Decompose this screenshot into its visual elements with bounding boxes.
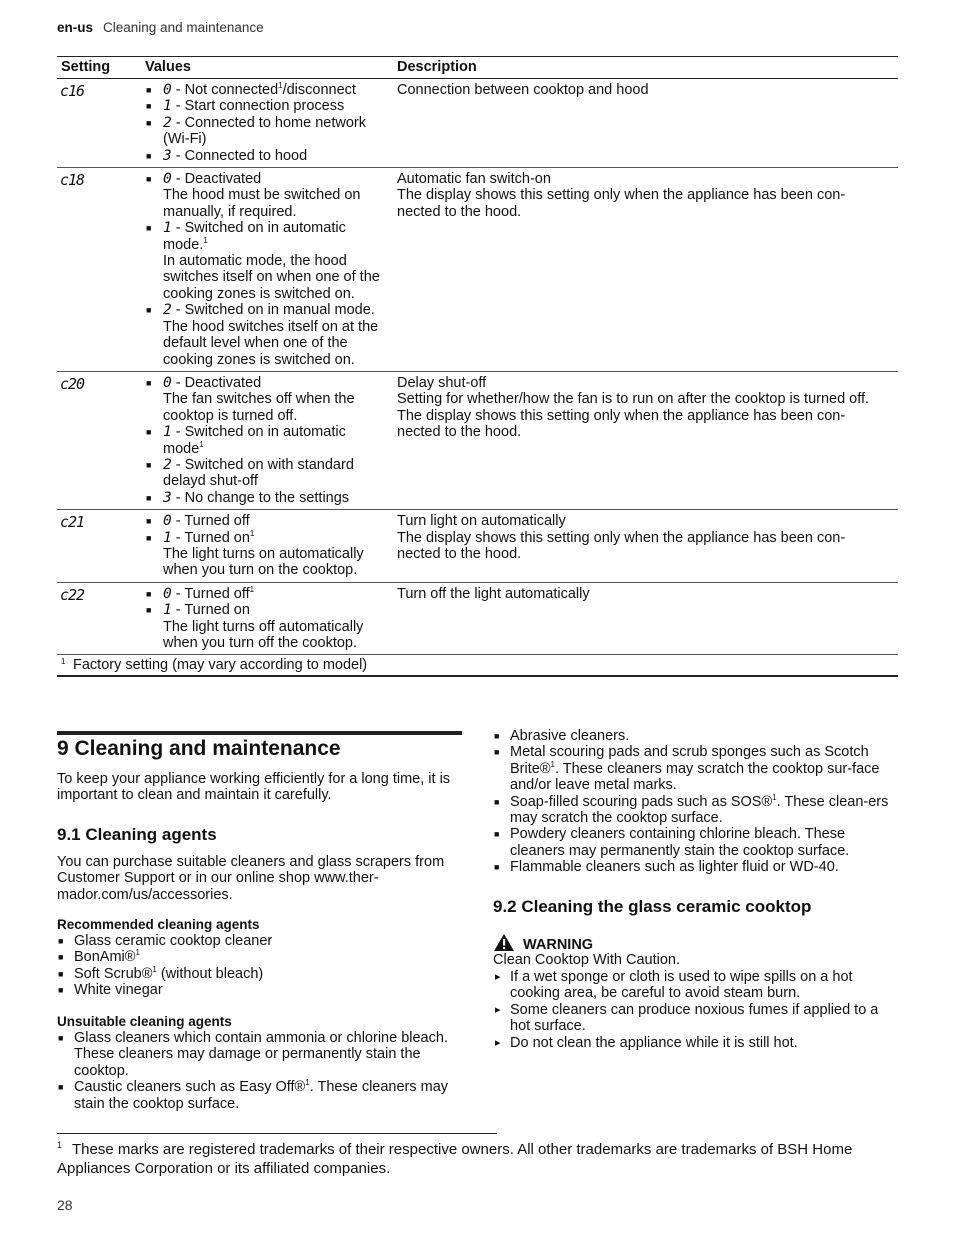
values-cell <box>145 583 381 655</box>
header-description: Description <box>397 59 477 75</box>
value-number: 2 <box>163 114 172 131</box>
value-item <box>145 513 381 529</box>
value-text: - Turned off <box>171 585 250 602</box>
language-code: en-us <box>57 20 94 35</box>
recommended-title: Recommended cleaning agents <box>57 917 260 932</box>
list-item <box>493 826 898 859</box>
description-cell <box>397 586 887 602</box>
table-header <box>57 56 898 79</box>
setting-code: c21 <box>60 513 85 532</box>
superscript: 1 <box>152 964 157 974</box>
heading-rule <box>57 731 462 735</box>
settings-table <box>57 56 898 677</box>
description-line: Delay shut-off <box>397 374 487 391</box>
description-line: Turn light on automatically <box>397 513 566 530</box>
value-text: - No change to the settings <box>171 489 350 506</box>
item-text-after: (without bleach) <box>156 965 264 982</box>
value-note: The fan switches off when the cooktop is turned off. <box>163 391 355 424</box>
item-text: BonAmi® <box>74 949 136 966</box>
warning-list <box>493 969 898 1051</box>
value-item <box>145 220 381 302</box>
recommended-list <box>57 933 457 999</box>
superscript: 1 <box>135 948 140 958</box>
setting-code: c18 <box>60 171 85 190</box>
warning-text: Clean Cooktop With Caution. <box>493 952 680 968</box>
item-text-after: . These clean-ers may scratch the cooktop surface. <box>510 793 889 827</box>
unsuitable-title: Unsuitable cleaning agents <box>57 1014 232 1029</box>
table-body <box>57 79 898 655</box>
value-item <box>145 82 381 98</box>
list-item <box>57 966 457 982</box>
value-text: - Deactivated <box>171 374 262 391</box>
superscript: 1 <box>278 81 283 91</box>
list-item <box>493 728 898 744</box>
value-item <box>145 490 381 506</box>
value-text-after: /disconnect <box>282 82 356 98</box>
subsection-9-2-title: 9.2 Cleaning the glass ceramic cooktop <box>493 897 812 916</box>
description-cell <box>397 513 887 562</box>
item-text: Abrasive cleaners. <box>510 728 630 744</box>
value-note: The light turns on automatically when you turn on the cooktop. <box>163 545 364 579</box>
item-text-after: . These cleaners may stain the cooktop surface. <box>74 1079 449 1112</box>
table-row <box>57 168 898 372</box>
description-line: The display shows this setting only when the appliance has been con-nected to the hood. <box>397 529 846 562</box>
value-text: - Connected to hood <box>171 147 308 164</box>
page-footnote-marker: 1 <box>57 1140 63 1150</box>
warning-item: ▸ Some cleaners can produce noxious fumes if applied to a hot surface. <box>493 1002 898 1035</box>
list-item <box>493 744 898 793</box>
warning-label: WARNING <box>523 937 594 953</box>
value-number: 2 <box>163 302 172 319</box>
value-number: 0 <box>163 374 172 391</box>
item-text: White vinegar <box>74 982 163 999</box>
setting-code: c16 <box>60 82 85 100</box>
value-item <box>145 98 381 114</box>
superscript: 1 <box>305 1078 310 1088</box>
item-text: Metal scouring pads and scrub sponges such as Scotch Brite® <box>510 744 869 777</box>
header-section-title: Cleaning and maintenance <box>103 20 264 35</box>
page-footnote <box>57 1140 897 1178</box>
value-item <box>145 115 381 148</box>
unsuitable-list <box>57 1030 457 1112</box>
values-cell <box>145 510 381 582</box>
value-text: - Switched on with standard delayd shut-off <box>163 456 354 490</box>
value-number: 1 <box>163 424 172 441</box>
page-number: 28 <box>57 1197 73 1213</box>
value-note: The hood switches itself on at the default level when one of the cooking zones is switched on. <box>163 318 379 368</box>
value-item <box>145 171 381 220</box>
value-text: - Switched on in automatic mode. <box>163 220 346 253</box>
list-item <box>57 982 457 998</box>
value-text: - Turned on <box>171 529 250 546</box>
table-footnote: 1 Factory setting (may vary according to model) <box>57 655 898 677</box>
list-item <box>493 859 898 875</box>
value-number: 0 <box>163 585 172 602</box>
description-cell <box>397 82 887 98</box>
value-number: 0 <box>163 82 172 98</box>
item-text-after: . These cleaners may scratch the cooktop sur-face and/or leave metal marks. <box>510 760 880 794</box>
item-text: Glass cleaners which contain ammonia or chlorine bleach. These cleaners may damage or permanently stain the cooktop. <box>74 1030 448 1079</box>
values-cell <box>145 372 381 509</box>
value-number: 3 <box>163 489 172 506</box>
description-line: The display shows this setting only when the appliance has been con-nected to the hood. <box>397 187 846 220</box>
superscript: 1 <box>249 528 255 538</box>
page-footnote-text: These marks are registered trademarks of their respective owners. All other trademarks are trademarks of BSH Home Appliances Corporation or its affiliated companies. <box>57 1141 853 1177</box>
superscript: 1 <box>550 759 555 769</box>
value-note: The light turns off automatically when you turn off the cooktop. <box>163 618 364 651</box>
superscript: 1 <box>199 439 204 449</box>
description-line: Connection between cooktop and hood <box>397 82 649 98</box>
description-line: Setting for whether/how the fan is to run on after the cooktop is turned off. <box>397 391 870 408</box>
list-item <box>57 949 457 965</box>
values-cell <box>145 79 381 167</box>
value-item <box>145 602 381 651</box>
description-line: Turn off the light automatically <box>397 585 590 602</box>
warning-item: ▸ Do not clean the appliance while it is still hot. <box>493 1035 898 1051</box>
value-text: - Switched on in manual mode. <box>171 302 375 319</box>
superscript: 1 <box>772 792 777 802</box>
warning-item: ▸ If a wet sponge or cloth is used to wipe spills on a hot cooking area, be careful to avoid steam burn. <box>493 969 898 1002</box>
value-item <box>145 530 381 579</box>
page-header <box>57 20 264 35</box>
value-number: 2 <box>163 456 172 473</box>
table-row <box>57 583 898 656</box>
footnote-rule <box>57 1133 497 1134</box>
description-cell <box>397 375 887 441</box>
setting-code: c20 <box>60 374 85 393</box>
list-item <box>57 1030 457 1079</box>
superscript: 1 <box>203 235 208 245</box>
value-number: 0 <box>163 513 172 530</box>
cleaning-agents-text: You can purchase suitable cleaners and glass scrapers from Customer Support or in our online shop www.ther-mador.com/us/accessories. <box>57 854 445 903</box>
value-number: 1 <box>163 602 172 619</box>
value-number: 1 <box>163 529 172 546</box>
values-cell <box>145 168 381 371</box>
value-item <box>145 586 381 602</box>
value-text: - Turned off <box>171 513 250 530</box>
setting-code: c22 <box>60 585 85 604</box>
value-text: - Turned on <box>171 602 250 619</box>
warning-icon <box>493 933 515 952</box>
item-text: Glass ceramic cooktop cleaner <box>74 933 273 949</box>
value-item <box>145 148 381 164</box>
table-row <box>57 372 898 510</box>
value-item <box>145 302 381 368</box>
value-item <box>145 375 381 424</box>
value-item <box>145 424 381 457</box>
table-row <box>57 510 898 583</box>
value-note: The hood must be switched on manually, if required. <box>163 187 361 220</box>
value-text: - Connected to home network (Wi-Fi) <box>163 114 366 148</box>
list-item <box>57 933 457 949</box>
value-item <box>145 457 381 490</box>
value-text: - Deactivated <box>171 171 262 188</box>
value-number: 1 <box>163 220 172 237</box>
intro-text: To keep your appliance working efficiently for a long time, it is important to clean and maintain it carefully. <box>57 771 451 804</box>
header-values: Values <box>145 59 191 75</box>
unsuitable-list-continued <box>493 728 898 876</box>
item-text: Powdery cleaners containing chlorine bleach. These cleaners may permanently stain the cooktop surface. <box>510 826 850 859</box>
table-row <box>57 79 898 168</box>
warning-heading <box>493 933 593 953</box>
value-text: - Start connection process <box>171 98 345 115</box>
list-item <box>57 1079 457 1112</box>
value-note: In automatic mode, the hood switches itself on when one of the cooking zones is switched on. <box>163 253 380 302</box>
description-line: Automatic fan switch-on <box>397 171 551 188</box>
value-number: 1 <box>163 98 172 115</box>
section-title: 9 Cleaning and maintenance <box>57 737 341 760</box>
subsection-9-1-title: 9.1 Cleaning agents <box>57 825 217 844</box>
item-text: Caustic cleaners such as Easy Off® <box>74 1079 306 1096</box>
item-text: Soft Scrub® <box>74 965 153 982</box>
item-text: Flammable cleaners such as lighter fluid or WD-40. <box>510 859 839 876</box>
description-cell <box>397 171 887 220</box>
value-number: 3 <box>163 147 172 164</box>
value-text: - Switched on in automatic mode <box>163 424 346 457</box>
item-text: Soap-filled scouring pads such as SOS® <box>510 793 773 810</box>
value-text: - Not connected <box>171 82 279 98</box>
list-item <box>493 794 898 827</box>
description-line: The display shows this setting only when the appliance has been con-nected to the hood. <box>397 407 846 441</box>
value-number: 0 <box>163 171 172 188</box>
superscript: 1 <box>249 584 255 594</box>
footnote-text: Factory setting (may vary according to model) <box>73 657 368 674</box>
header-setting: Setting <box>61 59 111 75</box>
